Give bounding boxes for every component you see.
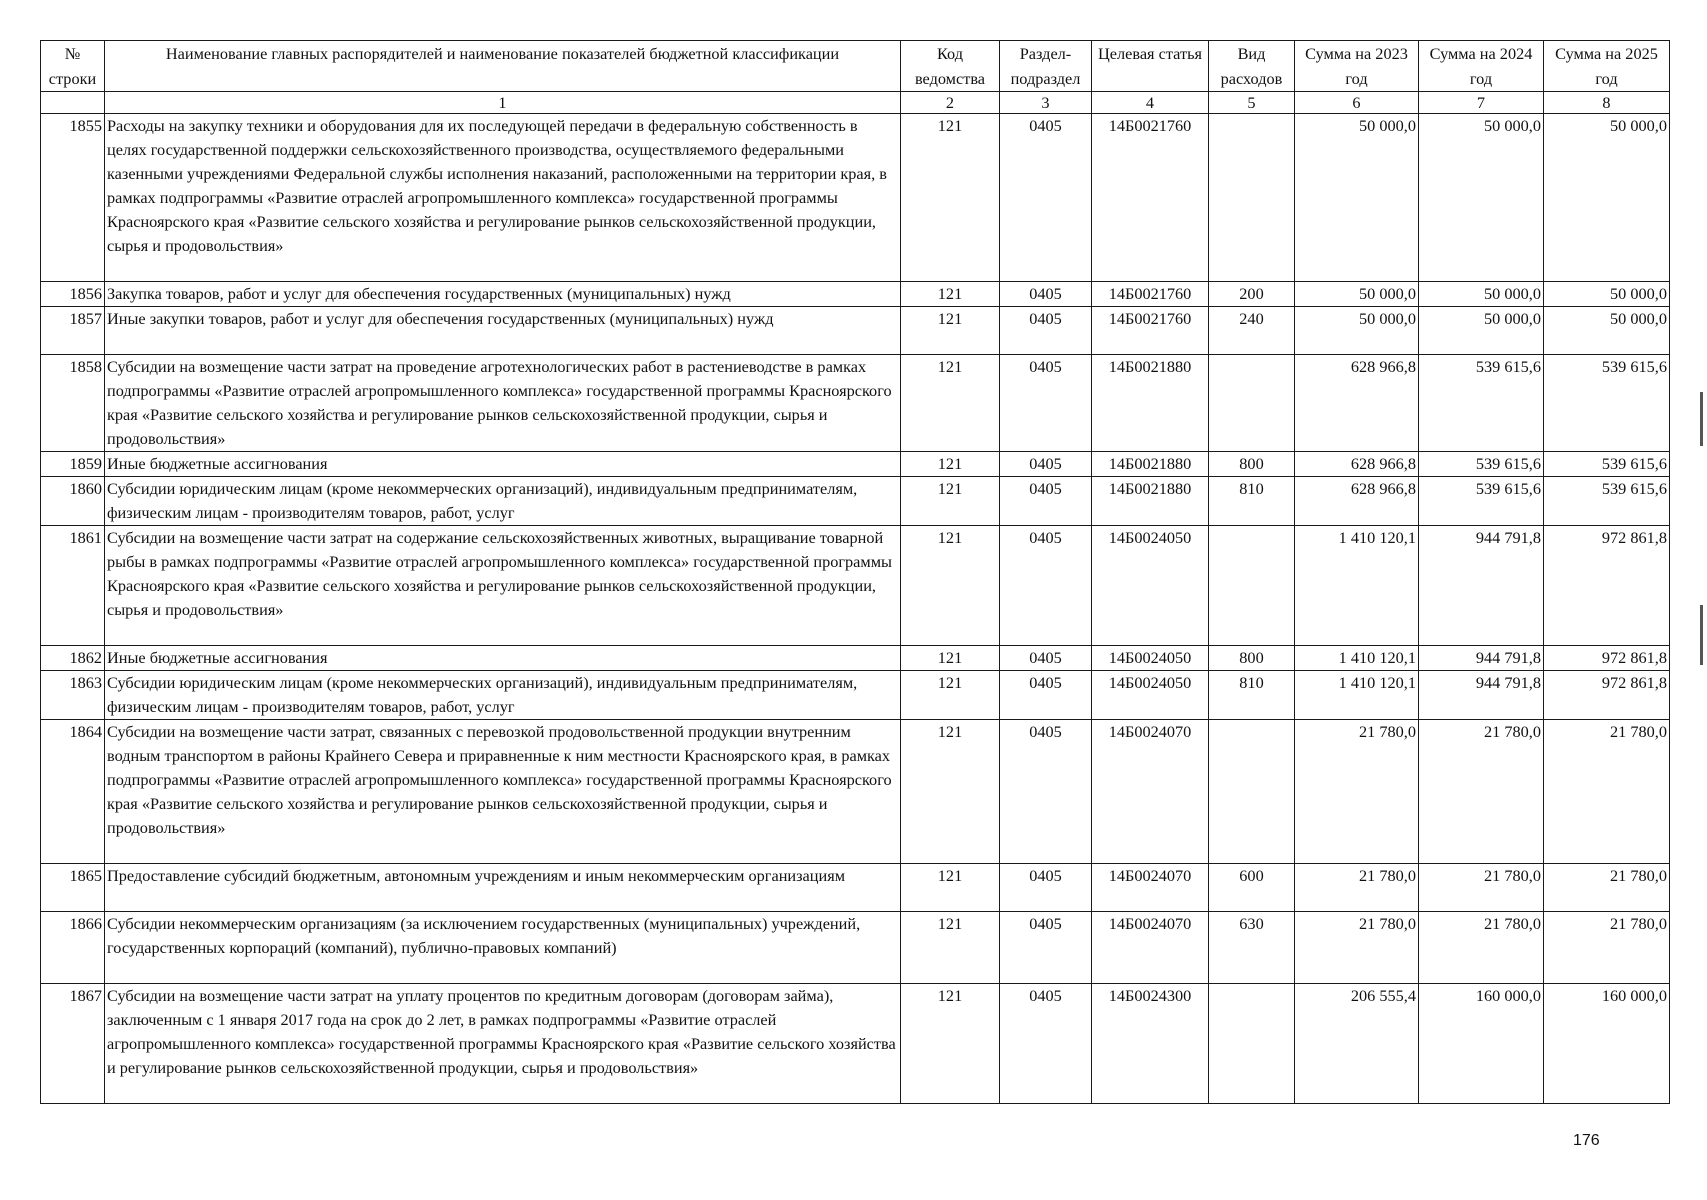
row-expense-type: 800 [1209, 452, 1295, 477]
row-sum-2025: 21 780,0 [1544, 864, 1670, 912]
row-number: 1857 [41, 307, 105, 355]
row-sum-2024: 944 791,8 [1419, 646, 1544, 671]
row-sum-2023: 628 966,8 [1295, 477, 1419, 526]
row-section: 0405 [1000, 526, 1092, 646]
row-name: Иные бюджетные ассигнования [105, 452, 901, 477]
row-expense-type: 810 [1209, 477, 1295, 526]
row-dept-code: 121 [901, 114, 1000, 282]
row-target-article: 14Б0024070 [1092, 720, 1209, 864]
row-number: 1863 [41, 671, 105, 720]
column-index: 6 [1295, 92, 1419, 114]
row-target-article: 14Б0021880 [1092, 452, 1209, 477]
row-sum-2023: 21 780,0 [1295, 912, 1419, 984]
row-dept-code: 121 [901, 720, 1000, 864]
row-dept-code: 121 [901, 282, 1000, 307]
row-sum-2023: 21 780,0 [1295, 864, 1419, 912]
row-section: 0405 [1000, 864, 1092, 912]
row-number: 1861 [41, 526, 105, 646]
table-row [41, 355, 1670, 452]
row-sum-2024: 539 615,6 [1419, 477, 1544, 526]
table-row [41, 307, 1670, 355]
row-sum-2024: 944 791,8 [1419, 671, 1544, 720]
table-row [41, 720, 1670, 864]
row-sum-2025: 539 615,6 [1544, 355, 1670, 452]
row-dept-code: 121 [901, 671, 1000, 720]
row-number: 1864 [41, 720, 105, 864]
table-row [41, 912, 1670, 984]
row-sum-2023: 1 410 120,1 [1295, 526, 1419, 646]
table-row [41, 671, 1670, 720]
row-name: Субсидии на возмещение части затрат, связанных с перевозкой продовольственной продукции внутренним водным транспортом в районы Крайнего Севера и приравненные к ним местности Красноярского края, в рамках подпрограммы «Развитие отраслей агропромышленного комплекса» государственной программы Красноярского края «Развитие сельского хозяйства и регулирование рынков сельскохозяйственной продукции, сырья и продовольствия» [105, 720, 901, 864]
row-dept-code: 121 [901, 526, 1000, 646]
table-row [41, 477, 1670, 526]
row-sum-2023: 50 000,0 [1295, 307, 1419, 355]
row-sum-2023: 628 966,8 [1295, 355, 1419, 452]
row-target-article: 14Б0024300 [1092, 984, 1209, 1104]
row-sum-2024: 160 000,0 [1419, 984, 1544, 1104]
row-expense-type: 240 [1209, 307, 1295, 355]
row-dept-code: 121 [901, 864, 1000, 912]
header-sum-2023: Сумма на 2023 год [1295, 41, 1419, 92]
row-target-article: 14Б0024070 [1092, 864, 1209, 912]
row-dept-code: 121 [901, 307, 1000, 355]
row-sum-2025: 50 000,0 [1544, 307, 1670, 355]
row-dept-code: 121 [901, 355, 1000, 452]
row-sum-2024: 21 780,0 [1419, 720, 1544, 864]
row-number: 1858 [41, 355, 105, 452]
row-sum-2023: 50 000,0 [1295, 282, 1419, 307]
row-dept-code: 121 [901, 984, 1000, 1104]
row-name: Субсидии на возмещение части затрат на проведение агротехнологических работ в растениеводстве в рамках подпрограммы «Развитие отраслей агропромышленного комплекса» государственной программы Красноярского края «Развитие сельского хозяйства и регулирование рынков сельскохозяйственной продукции, сырья и продовольствия» [105, 355, 901, 452]
row-section: 0405 [1000, 307, 1092, 355]
row-sum-2025: 160 000,0 [1544, 984, 1670, 1104]
table-row [41, 984, 1670, 1104]
row-section: 0405 [1000, 720, 1092, 864]
row-target-article: 14Б0024050 [1092, 526, 1209, 646]
row-expense-type: 800 [1209, 646, 1295, 671]
column-index-row [41, 92, 1670, 114]
row-expense-type [1209, 526, 1295, 646]
row-dept-code: 121 [901, 452, 1000, 477]
table-row [41, 526, 1670, 646]
header-csr: Целевая статья [1092, 41, 1209, 92]
row-expense-type: 600 [1209, 864, 1295, 912]
row-name: Иные бюджетные ассигнования [105, 646, 901, 671]
row-number: 1865 [41, 864, 105, 912]
column-index: 2 [901, 92, 1000, 114]
row-expense-type: 630 [1209, 912, 1295, 984]
table-row [41, 282, 1670, 307]
row-name: Субсидии на возмещение части затрат на уплату процентов по кредитным договорам (договорам займа), заключенным с 1 января 2017 года на срок до 2 лет, в рамках подпрограммы «Развитие отраслей агропромышленного комплекса» государственной программы Красноярского края «Развитие сельского хозяйства и регулирование рынков сельскохозяйственной продукции, сырья и продовольствия» [105, 984, 901, 1104]
column-index: 4 [1092, 92, 1209, 114]
row-dept-code: 121 [901, 477, 1000, 526]
row-sum-2024: 539 615,6 [1419, 355, 1544, 452]
row-sum-2024: 50 000,0 [1419, 114, 1544, 282]
column-index: 1 [105, 92, 901, 114]
row-section: 0405 [1000, 671, 1092, 720]
row-target-article: 14Б0024070 [1092, 912, 1209, 984]
row-number: 1862 [41, 646, 105, 671]
row-sum-2024: 50 000,0 [1419, 307, 1544, 355]
header-name: Наименование главных распорядителей и наименование показателей бюджетной классификации [105, 41, 901, 92]
scan-edge-mark [1700, 392, 1703, 446]
header-sum-2024: Сумма на 2024 год [1419, 41, 1544, 92]
table-row [41, 864, 1670, 912]
row-sum-2023: 1 410 120,1 [1295, 671, 1419, 720]
table-row [41, 452, 1670, 477]
row-target-article: 14Б0021760 [1092, 307, 1209, 355]
row-section: 0405 [1000, 355, 1092, 452]
row-expense-type [1209, 984, 1295, 1104]
row-target-article: 14Б0021880 [1092, 355, 1209, 452]
header-section: Раздел-подраздел [1000, 41, 1092, 92]
row-sum-2025: 972 861,8 [1544, 671, 1670, 720]
page-number: 176 [1573, 1132, 1600, 1149]
row-dept-code: 121 [901, 646, 1000, 671]
row-name: Субсидии некоммерческим организациям (за исключением государственных (муниципальных) учреждений, государственных корпораций (компаний), публично-правовых компаний) [105, 912, 901, 984]
row-number: 1859 [41, 452, 105, 477]
row-target-article: 14Б0021760 [1092, 282, 1209, 307]
row-sum-2024: 539 615,6 [1419, 452, 1544, 477]
column-index: 3 [1000, 92, 1092, 114]
header-sum-2025: Сумма на 2025 год [1544, 41, 1670, 92]
row-section: 0405 [1000, 452, 1092, 477]
row-expense-type [1209, 355, 1295, 452]
row-section: 0405 [1000, 646, 1092, 671]
row-number: 1860 [41, 477, 105, 526]
row-name: Расходы на закупку техники и оборудования для их последующей передачи в федеральную собственность в целях государственной поддержки сельскохозяйственного производства, осуществляемого федеральными казенными учреждениями Федеральной службы исполнения наказаний, расположенными на территории края, в рамках подпрограммы «Развитие отраслей агропромышленного комплекса» государственной программы Красноярского края «Развитие сельского хозяйства и регулирование рынков сельскохозяйственной продукции, сырья и продовольствия» [105, 114, 901, 282]
row-sum-2024: 50 000,0 [1419, 282, 1544, 307]
row-sum-2025: 972 861,8 [1544, 526, 1670, 646]
row-sum-2025: 50 000,0 [1544, 282, 1670, 307]
column-index-empty [41, 92, 105, 114]
row-expense-type: 810 [1209, 671, 1295, 720]
row-number: 1867 [41, 984, 105, 1104]
row-target-article: 14Б0021880 [1092, 477, 1209, 526]
header-row [41, 41, 1670, 92]
row-sum-2025: 21 780,0 [1544, 720, 1670, 864]
row-section: 0405 [1000, 477, 1092, 526]
row-dept-code: 121 [901, 912, 1000, 984]
row-name: Предоставление субсидий бюджетным, автономным учреждениям и иным некоммерческим организациям [105, 864, 901, 912]
column-index: 7 [1419, 92, 1544, 114]
row-sum-2023: 628 966,8 [1295, 452, 1419, 477]
row-expense-type [1209, 720, 1295, 864]
row-target-article: 14Б0024050 [1092, 646, 1209, 671]
row-sum-2025: 539 615,6 [1544, 452, 1670, 477]
row-name: Субсидии юридическим лицам (кроме некоммерческих организаций), индивидуальным предпринимателям, физическим лицам - производителям товаров, работ, услуг [105, 477, 901, 526]
header-no: № строки [41, 41, 105, 92]
row-target-article: 14Б0024050 [1092, 671, 1209, 720]
row-sum-2025: 972 861,8 [1544, 646, 1670, 671]
row-section: 0405 [1000, 912, 1092, 984]
column-index: 8 [1544, 92, 1670, 114]
row-sum-2023: 21 780,0 [1295, 720, 1419, 864]
row-sum-2025: 21 780,0 [1544, 912, 1670, 984]
row-sum-2023: 206 555,4 [1295, 984, 1419, 1104]
row-section: 0405 [1000, 282, 1092, 307]
row-number: 1855 [41, 114, 105, 282]
scan-edge-mark [1700, 605, 1703, 665]
row-sum-2024: 21 780,0 [1419, 912, 1544, 984]
row-expense-type [1209, 114, 1295, 282]
header-code: Код ведомства [901, 41, 1000, 92]
row-name: Субсидии юридическим лицам (кроме некоммерческих организаций), индивидуальным предпринимателям, физическим лицам - производителям товаров, работ, услуг [105, 671, 901, 720]
table-row [41, 114, 1670, 282]
row-sum-2024: 944 791,8 [1419, 526, 1544, 646]
column-index: 5 [1209, 92, 1295, 114]
row-number: 1866 [41, 912, 105, 984]
budget-table [40, 40, 1670, 1104]
row-sum-2023: 1 410 120,1 [1295, 646, 1419, 671]
row-target-article: 14Б0021760 [1092, 114, 1209, 282]
row-expense-type: 200 [1209, 282, 1295, 307]
row-section: 0405 [1000, 114, 1092, 282]
row-name: Закупка товаров, работ и услуг для обеспечения государственных (муниципальных) нужд [105, 282, 901, 307]
row-sum-2024: 21 780,0 [1419, 864, 1544, 912]
table-row [41, 646, 1670, 671]
row-sum-2023: 50 000,0 [1295, 114, 1419, 282]
row-name: Иные закупки товаров, работ и услуг для обеспечения государственных (муниципальных) нужд [105, 307, 901, 355]
row-sum-2025: 539 615,6 [1544, 477, 1670, 526]
row-section: 0405 [1000, 984, 1092, 1104]
row-number: 1856 [41, 282, 105, 307]
header-vr: Вид расходов [1209, 41, 1295, 92]
row-name: Субсидии на возмещение части затрат на содержание сельскохозяйственных животных, выращивание товарной рыбы в рамках подпрограммы «Развитие отраслей агропромышленного комплекса» государственной программы Красноярского края «Развитие сельского хозяйства и регулирование рынков сельскохозяйственной продукции, сырья и продовольствия» [105, 526, 901, 646]
row-sum-2025: 50 000,0 [1544, 114, 1670, 282]
